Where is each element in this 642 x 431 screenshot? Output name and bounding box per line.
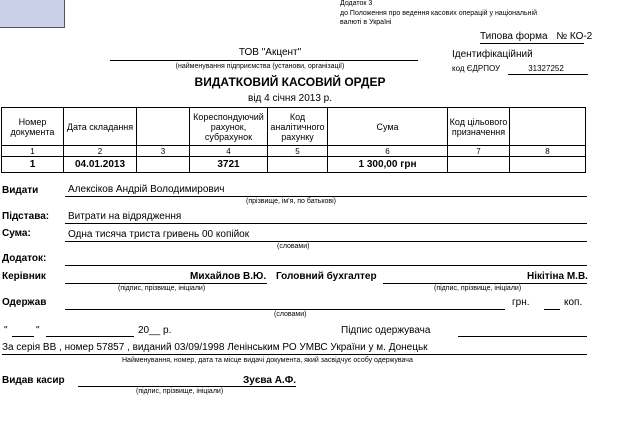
passport-details: За серія ВВ , номер 57857 , виданий 03/09/1998 Ленінським РО УМВС України у м. Донецьк [2, 342, 428, 353]
table-value-cell [137, 157, 190, 173]
cashier-caption: (підпис, прізвище, ініціали) [136, 388, 224, 395]
amount-caption: (словами) [277, 243, 310, 250]
basis-line [65, 223, 587, 224]
attachment-label: Додаток: [2, 253, 47, 264]
cashier-label: Видав касир [2, 375, 65, 386]
date-close-quote: " [36, 325, 40, 336]
edrpou-code: 31327252 [528, 64, 564, 73]
table-header-cell: Номер документа [2, 108, 64, 146]
table-value-cell [510, 157, 586, 173]
edrpou-label: код ЄДРПОУ [452, 64, 501, 73]
table-value-cell [268, 157, 328, 173]
received-kop: коп. [564, 297, 583, 308]
table-header-cell: Код аналітичного рахунку [268, 108, 328, 146]
basis-label: Підстава: [2, 211, 50, 222]
accountant-label: Головний бухгалтер [276, 271, 377, 282]
form-number-underline [480, 43, 584, 44]
amount-line [65, 241, 587, 242]
table-value-cell: 1 300,00 грн [328, 157, 448, 173]
director-name: Михайлов В.Ю. [190, 271, 267, 282]
issue-caption: (прізвище, ім'я, по батькові) [246, 198, 336, 205]
table-number-cell: 4 [190, 146, 268, 157]
director-caption: (підпис, прізвище, ініціали) [118, 285, 206, 292]
table-value-cell [448, 157, 510, 173]
appendix-line-2: до Положення про ведення касових операцій у національній [340, 10, 537, 17]
ident-label: Ідентифікаційний [452, 49, 533, 60]
table-value-cell: 04.01.2013 [64, 157, 137, 173]
recipient-signature-line [458, 336, 587, 337]
table-number-cell: 8 [510, 146, 586, 157]
accountant-caption: (підпис, прізвище, ініціали) [434, 285, 522, 292]
edrpou-underline [508, 74, 588, 75]
recipient-signature-label: Підпис одержувача [341, 325, 431, 336]
table-number-row [2, 146, 586, 157]
table-header-cell: Код цільового призначення [448, 108, 510, 146]
basis-value: Витрати на відрядження [68, 211, 182, 222]
received-line [65, 309, 505, 310]
table-value-cell: 1 [2, 157, 64, 173]
passport-line [2, 354, 587, 355]
organization-caption: (найменування підприємства (установи, організації) [175, 63, 345, 70]
table-header-cell [510, 108, 586, 146]
table-number-cell: 5 [268, 146, 328, 157]
received-caption: (словами) [274, 311, 307, 318]
table-number-cell: 2 [64, 146, 137, 157]
appendix-line-1: Додаток 3 [340, 0, 373, 7]
form-code: № КО-2 [556, 31, 593, 42]
received-uah: грн. [512, 297, 530, 308]
date-month-line [46, 336, 134, 337]
form-label: Типова форма [480, 31, 548, 42]
organization-name: ТОВ "Акцент" [238, 47, 302, 58]
form-number [480, 31, 592, 42]
document-title: ВИДАТКОВИЙ КАСОВИЙ ОРДЕР [194, 75, 386, 89]
amount-label: Сума: [2, 228, 31, 239]
table-value-cell: 3721 [190, 157, 268, 173]
issue-label: Видати [2, 185, 39, 196]
table-number-cell: 7 [448, 146, 510, 157]
date-day-line [12, 336, 34, 337]
table-header-cell: Сума [328, 108, 448, 146]
issue-recipient: Алексіков Андрій Володимирович [68, 184, 225, 195]
amount-words: Одна тисяча триста гривень 00 копійок [68, 229, 250, 240]
table-number-cell: 3 [137, 146, 190, 157]
director-label: Керівник [2, 271, 46, 282]
table-header-cell [137, 108, 190, 146]
table-value-row [2, 157, 586, 173]
accountant-name: Нікітіна М.В. [527, 271, 588, 282]
received-label: Одержав [2, 297, 47, 308]
table-header-cell: Дата складання [64, 108, 137, 146]
issue-line [65, 196, 587, 197]
accountant-line [383, 283, 587, 284]
cashier-name: Зуєва А.Ф. [243, 375, 297, 386]
passport-caption: Найменування, номер, дата та місце видачі документа, який засвідчує особу одержувача [122, 357, 413, 364]
table-header-row [2, 108, 586, 146]
appendix-line-3: валюті в Україні [340, 19, 392, 26]
cashier-line [78, 386, 296, 387]
table-number-cell: 6 [328, 146, 448, 157]
attachment-line [65, 265, 587, 266]
organization-line [110, 60, 418, 61]
table-number-cell: 1 [2, 146, 64, 157]
header-corner-block [0, 0, 65, 28]
document-date: від 4 січня 2013 р. [248, 93, 332, 104]
received-uah-line [544, 309, 560, 310]
order-table [1, 107, 586, 173]
date-year: 20__ р. [138, 325, 172, 336]
date-open-quote: " [4, 325, 8, 336]
table-header-cell: Кореспондуючий рахунок, субрахунок [190, 108, 268, 146]
director-line [65, 283, 267, 284]
